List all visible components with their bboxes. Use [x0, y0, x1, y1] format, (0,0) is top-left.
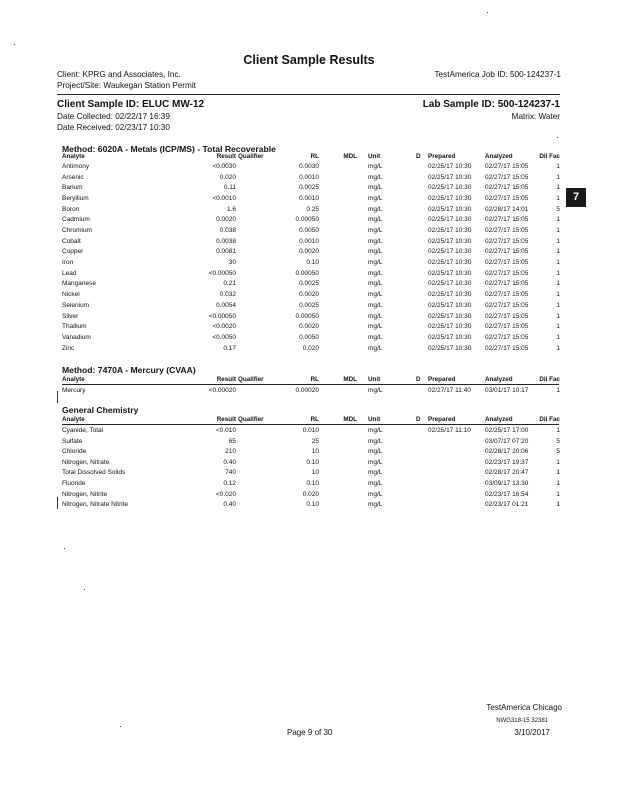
cell-analyzed: 02/27/17 15:05: [485, 163, 529, 170]
cell-unit: mg/L: [368, 323, 383, 331]
cell-prepared: 02/25/17 10:30: [428, 312, 472, 320]
table-row: [62, 438, 562, 449]
cell-rl: 0.0025: [299, 184, 319, 192]
cell-dil: 1: [556, 323, 560, 331]
cell-result: 0.0081: [216, 248, 236, 256]
date-collected: Date Collected: 02/22/17 16:39: [57, 112, 170, 121]
cell-dil: 1: [556, 216, 560, 224]
cell-dil: 1: [556, 344, 560, 352]
cell-dil: 1: [556, 184, 560, 192]
cell-unit: mg/L: [368, 501, 383, 509]
cell-result: 0.40: [223, 501, 236, 509]
cell-unit: mg/L: [368, 280, 383, 288]
cell-result: <0.0030: [212, 163, 236, 170]
cell-analyzed: 02/27/17 15:05: [485, 248, 529, 256]
cell-rl: 0.0050: [299, 333, 319, 341]
cell-prepared: 02/25/17 10:30: [428, 333, 472, 341]
cell-dil: 1: [556, 291, 560, 299]
table-row: [62, 184, 562, 195]
job-id: TestAmerica Job ID: 500-124237-1: [434, 70, 561, 79]
cell-analyzed: 02/23/17 01:21: [485, 501, 529, 509]
cell-analyte: Beryllium: [62, 195, 89, 203]
header-rule: [62, 424, 559, 425]
cell-result: <0.00020: [208, 387, 236, 394]
cell-result: 0.17: [223, 344, 236, 352]
cell-result: <0.0050: [212, 333, 236, 341]
cell-prepared: 02/25/17 10:30: [428, 344, 472, 352]
column-header-rl: RL: [310, 153, 319, 160]
cell-analyzed: 02/28/17 20:06: [485, 448, 529, 456]
cell-rl: 0.010: [302, 427, 319, 434]
cell-analyte: Cyanide, Total: [62, 427, 104, 434]
cell-analyzed: 03/01/17 10:17: [485, 387, 529, 394]
cell-analyte: Selenium: [62, 301, 90, 309]
cell-rl: 0.020: [302, 344, 319, 352]
cell-analyzed: 02/28/17 14:01: [485, 205, 529, 213]
cell-analyzed: 02/27/17 15:05: [485, 195, 529, 203]
cell-result: 740: [225, 469, 236, 477]
table-row: [62, 480, 562, 491]
cell-unit: mg/L: [368, 458, 383, 466]
scan-mark: [57, 391, 58, 403]
table-row: [62, 345, 562, 356]
cell-prepared: 02/27/17 11:40: [428, 387, 471, 394]
cell-analyte: Zinc: [62, 344, 75, 352]
column-header-qualifier: Qualifier: [238, 416, 264, 423]
cell-rl: 0.0010: [299, 237, 319, 245]
cell-rl: 0.00050: [295, 312, 319, 320]
cell-analyte: Antimony: [62, 163, 90, 170]
cell-result: 0.21: [223, 280, 236, 288]
table-row: [62, 238, 562, 249]
cell-analyte: Lead: [62, 269, 77, 277]
cell-prepared: 02/25/17 10:30: [428, 280, 472, 288]
cell-dil: 5: [556, 448, 560, 456]
table-row: [62, 387, 562, 398]
cell-analyzed: 02/27/17 15:05: [485, 344, 529, 352]
cell-analyte: Chromium: [62, 227, 92, 235]
cell-analyte: Total Dissolved Solids: [62, 469, 126, 477]
column-header-result: Result: [216, 153, 236, 160]
cell-result: 0.11: [223, 184, 236, 192]
cell-prepared: 02/25/17 10:30: [428, 237, 472, 245]
cell-rl: 0.020: [302, 490, 319, 498]
cell-unit: mg/L: [368, 269, 383, 277]
cell-analyzed: 03/09/17 13:30: [485, 480, 529, 487]
cell-dil: 5: [556, 437, 560, 445]
cell-rl: 0.0020: [299, 291, 319, 299]
cell-rl: 0.0030: [299, 163, 319, 170]
cell-analyzed: 02/23/17 16:54: [485, 490, 529, 498]
cell-analyte: Nickel: [62, 291, 80, 299]
column-header-analyte: Analyte: [62, 376, 85, 383]
method-heading: Method: 6020A - Metals (ICP/MS) - Total Recoverable: [62, 144, 276, 154]
cell-unit: mg/L: [368, 344, 383, 352]
cell-unit: mg/L: [368, 163, 383, 170]
table-row: [62, 227, 562, 238]
cell-rl: 0.0020: [299, 248, 319, 256]
cell-unit: mg/L: [368, 173, 383, 181]
report-date: 3/10/2017: [514, 728, 550, 737]
cell-analyzed: 02/23/17 19:37: [485, 458, 529, 466]
document-id: NWG318-15 32381: [496, 718, 548, 724]
cell-rl: 0.0010: [299, 173, 319, 181]
date-received: Date Received: 02/23/17 10:30: [57, 123, 170, 132]
page-number: Page 9 of 30: [287, 728, 333, 737]
cell-rl: 10: [311, 469, 319, 477]
cell-unit: mg/L: [368, 216, 383, 224]
column-header-prepared: Prepared: [428, 416, 456, 423]
table-row: [62, 501, 562, 512]
cell-prepared: 02/25/17 10:30: [428, 216, 472, 224]
cell-analyte: Iron: [62, 259, 74, 267]
column-header-dil: Dil Fac: [539, 153, 560, 160]
cell-unit: mg/L: [368, 480, 383, 487]
cell-analyzed: 02/27/17 15:05: [485, 259, 529, 267]
column-header-d: D: [416, 153, 421, 160]
cell-dil: 1: [556, 469, 560, 477]
cell-dil: 1: [556, 259, 560, 267]
cell-analyzed: 02/27/17 15:05: [485, 184, 529, 192]
cell-rl: 0.0020: [299, 323, 319, 331]
cell-result: 0.038: [219, 227, 236, 235]
table-row: [62, 195, 562, 206]
table-row: [62, 334, 562, 345]
cell-prepared: 02/25/17 10:30: [428, 163, 472, 170]
cell-unit: mg/L: [368, 205, 383, 213]
cell-prepared: 02/25/17 10:30: [428, 227, 472, 235]
cell-dil: 1: [556, 480, 560, 487]
cell-prepared: 02/25/17 10:30: [428, 323, 472, 331]
column-header-rl: RL: [310, 376, 319, 383]
cell-prepared: 02/25/17 10:30: [428, 184, 472, 192]
lab-sample-id: Lab Sample ID: 500-124237-1: [422, 99, 560, 110]
header-rule: [62, 384, 559, 385]
cell-analyte: Cadmium: [62, 216, 90, 224]
lab-name: TestAmerica Chicago: [486, 703, 562, 712]
column-header-analyzed: Analyzed: [485, 416, 513, 423]
scan-speck: [120, 726, 121, 727]
cell-dil: 1: [556, 227, 560, 235]
cell-result: 0.0054: [216, 301, 236, 309]
method-heading: General Chemistry: [62, 405, 139, 415]
cell-dil: 1: [556, 387, 560, 394]
table-row: [62, 448, 562, 459]
cell-unit: mg/L: [368, 259, 383, 267]
cell-unit: mg/L: [368, 437, 383, 445]
table-row: [62, 163, 562, 174]
cell-analyte: Arsenic: [62, 173, 84, 181]
table-row: [62, 280, 562, 291]
column-header-rl: RL: [310, 416, 319, 423]
cell-analyzed: 02/27/17 15:05: [485, 301, 529, 309]
cell-prepared: 02/25/17 10:30: [428, 195, 472, 203]
cell-analyzed: 02/25/17 17:00: [485, 427, 529, 434]
column-header-result: Result: [216, 376, 236, 383]
cell-prepared: 02/25/17 11:10: [428, 427, 471, 434]
column-header-qualifier: Qualifier: [238, 153, 264, 160]
column-header-row: [62, 153, 562, 163]
cell-unit: mg/L: [368, 469, 383, 477]
cell-analyte: Fluoride: [62, 480, 86, 487]
cell-prepared: 02/25/17 10:30: [428, 291, 472, 299]
cell-unit: mg/L: [368, 490, 383, 498]
cell-result: <0.00050: [208, 269, 236, 277]
cell-rl: 0.00050: [295, 216, 319, 224]
cell-unit: mg/L: [368, 195, 383, 203]
column-header-mdl: MDL: [343, 376, 357, 383]
project-site: Project/Site: Waukegan Station Permit: [57, 81, 196, 90]
scan-speck: [84, 589, 85, 590]
scan-speck: [14, 44, 15, 45]
cell-result: <0.010: [215, 427, 236, 434]
scan-speck: [557, 137, 558, 138]
cell-analyte: Copper: [62, 248, 84, 256]
table-row: [62, 259, 562, 270]
column-header-analyte: Analyte: [62, 416, 85, 423]
cell-analyzed: 03/07/17 07:20: [485, 437, 529, 445]
cell-rl: 0.10: [306, 501, 319, 509]
cell-result: <0.00050: [208, 312, 236, 320]
cell-rl: 10: [311, 448, 319, 456]
cell-result: <0.020: [215, 490, 236, 498]
cell-result: <0.0020: [212, 323, 236, 331]
cell-result: 65: [228, 437, 236, 445]
table-row: [62, 427, 562, 438]
cell-unit: mg/L: [368, 387, 383, 394]
cell-result: 210: [225, 448, 236, 456]
cell-dil: 1: [556, 195, 560, 203]
cell-analyte: Sulfate: [62, 437, 83, 445]
column-header-unit: Unit: [368, 416, 381, 423]
cell-rl: 0.0025: [299, 301, 319, 309]
cell-prepared: 02/25/17 10:30: [428, 301, 472, 309]
cell-dil: 1: [556, 501, 560, 509]
cell-analyzed: 02/27/17 15:05: [485, 269, 529, 277]
cell-result: 0.032: [219, 291, 236, 299]
cell-result: 0.020: [219, 173, 236, 181]
cell-unit: mg/L: [368, 448, 383, 456]
cell-analyte: Nitrogen, Nitrite: [62, 490, 108, 498]
cell-prepared: 02/25/17 10:30: [428, 205, 472, 213]
cell-dil: 1: [556, 490, 560, 498]
cell-unit: mg/L: [368, 237, 383, 245]
column-header-result: Result: [216, 416, 236, 423]
table-row: [62, 216, 562, 227]
scan-speck: [64, 548, 65, 549]
cell-dil: 1: [556, 269, 560, 277]
table-row: [62, 491, 562, 502]
scan-speck: [487, 12, 488, 13]
column-header-unit: Unit: [368, 376, 381, 383]
cell-rl: 0.0010: [299, 195, 319, 203]
cell-dil: 1: [556, 173, 560, 181]
table-row: [62, 313, 562, 324]
cell-unit: mg/L: [368, 312, 383, 320]
cell-prepared: 02/25/17 10:30: [428, 269, 472, 277]
cell-dil: 1: [556, 312, 560, 320]
cell-analyzed: 02/27/17 15:05: [485, 333, 529, 341]
cell-rl: 0.0025: [299, 280, 319, 288]
cell-analyte: Thallium: [62, 323, 87, 331]
cell-unit: mg/L: [368, 184, 383, 192]
cell-dil: 5: [556, 205, 560, 213]
cell-prepared: 02/25/17 10:30: [428, 173, 472, 181]
column-header-dil: Dil Fac: [539, 416, 560, 423]
table-row: [62, 248, 562, 259]
cell-result: 0.40: [223, 458, 236, 466]
method-heading: Method: 7470A - Mercury (CVAA): [62, 365, 196, 375]
scan-mark: [57, 497, 58, 509]
column-header-d: D: [416, 416, 421, 423]
column-header-d: D: [416, 376, 421, 383]
section-tab: 7: [566, 188, 586, 207]
cell-analyte: Mercury: [62, 387, 86, 394]
column-header-qualifier: Qualifier: [238, 376, 264, 383]
cell-rl: 0.0050: [299, 227, 319, 235]
cell-result: <0.0010: [212, 195, 236, 203]
matrix: Matrix: Water: [511, 112, 560, 121]
header-divider: [57, 94, 560, 95]
cell-analyte: Cobalt: [62, 237, 81, 245]
cell-unit: mg/L: [368, 333, 383, 341]
cell-analyzed: 02/27/17 15:05: [485, 237, 529, 245]
cell-result: 30: [228, 259, 236, 267]
cell-rl: 0.25: [306, 205, 319, 213]
column-header-unit: Unit: [368, 153, 381, 160]
cell-dil: 1: [556, 427, 560, 434]
cell-unit: mg/L: [368, 248, 383, 256]
cell-dil: 1: [556, 301, 560, 309]
cell-rl: 25: [311, 437, 319, 445]
cell-rl: 0.10: [306, 458, 319, 466]
cell-dil: 1: [556, 248, 560, 256]
cell-analyzed: 02/27/17 15:05: [485, 291, 529, 299]
table-row: [62, 323, 562, 334]
column-header-analyte: Analyte: [62, 153, 85, 160]
cell-prepared: 02/25/17 10:30: [428, 259, 472, 267]
cell-unit: mg/L: [368, 227, 383, 235]
cell-analyte: Manganese: [62, 280, 96, 288]
page-title: Client Sample Results: [243, 53, 375, 67]
cell-analyzed: 02/28/17 20:47: [485, 469, 529, 477]
table-row: [62, 469, 562, 480]
cell-result: 0.0020: [216, 216, 236, 224]
cell-rl: 0.00020: [295, 387, 319, 394]
cell-analyte: Nitrogen, Nitrate: [62, 458, 110, 466]
cell-analyte: Chloride: [62, 448, 87, 456]
cell-unit: mg/L: [368, 301, 383, 309]
column-header-dil: Dil Fac: [539, 376, 560, 383]
cell-rl: 0.10: [306, 480, 319, 487]
cell-dil: 1: [556, 237, 560, 245]
column-header-prepared: Prepared: [428, 153, 456, 160]
column-header-mdl: MDL: [343, 416, 357, 423]
cell-analyzed: 02/27/17 15:05: [485, 312, 529, 320]
table-row: [62, 206, 562, 217]
cell-analyzed: 02/27/17 15:05: [485, 216, 529, 224]
client-sample-id: Client Sample ID: ELUC MW-12: [57, 99, 205, 110]
cell-analyte: Nitrogen, Nitrate Nitrite: [62, 501, 129, 509]
cell-analyzed: 02/27/17 15:05: [485, 323, 529, 331]
cell-analyzed: 02/27/17 15:05: [485, 227, 529, 235]
cell-prepared: 02/25/17 10:30: [428, 248, 472, 256]
cell-analyte: Silver: [62, 312, 79, 320]
column-header-analyzed: Analyzed: [485, 153, 513, 160]
cell-result: 0.0038: [216, 237, 236, 245]
cell-dil: 1: [556, 333, 560, 341]
cell-dil: 1: [556, 163, 560, 170]
cell-analyte: Barium: [62, 184, 83, 192]
table-row: [62, 459, 562, 470]
cell-unit: mg/L: [368, 291, 383, 299]
table-row: [62, 174, 562, 185]
cell-dil: 1: [556, 280, 560, 288]
cell-unit: mg/L: [368, 427, 383, 434]
cell-analyzed: 02/27/17 15:05: [485, 173, 529, 181]
client-name: Client: KPRG and Associates, Inc.: [57, 70, 181, 79]
cell-result: 1.6: [226, 205, 236, 213]
column-header-mdl: MDL: [343, 153, 357, 160]
cell-rl: 0.00050: [295, 269, 319, 277]
table-row: [62, 291, 562, 302]
cell-analyzed: 02/27/17 15:05: [485, 280, 529, 288]
cell-analyte: Boron: [62, 205, 80, 213]
cell-rl: 0.10: [306, 259, 319, 267]
table-row: [62, 302, 562, 313]
cell-analyte: Vanadium: [62, 333, 91, 341]
table-row: [62, 270, 562, 281]
cell-result: 0.12: [223, 480, 236, 487]
column-header-prepared: Prepared: [428, 376, 456, 383]
cell-dil: 1: [556, 458, 560, 466]
column-header-analyzed: Analyzed: [485, 376, 513, 383]
